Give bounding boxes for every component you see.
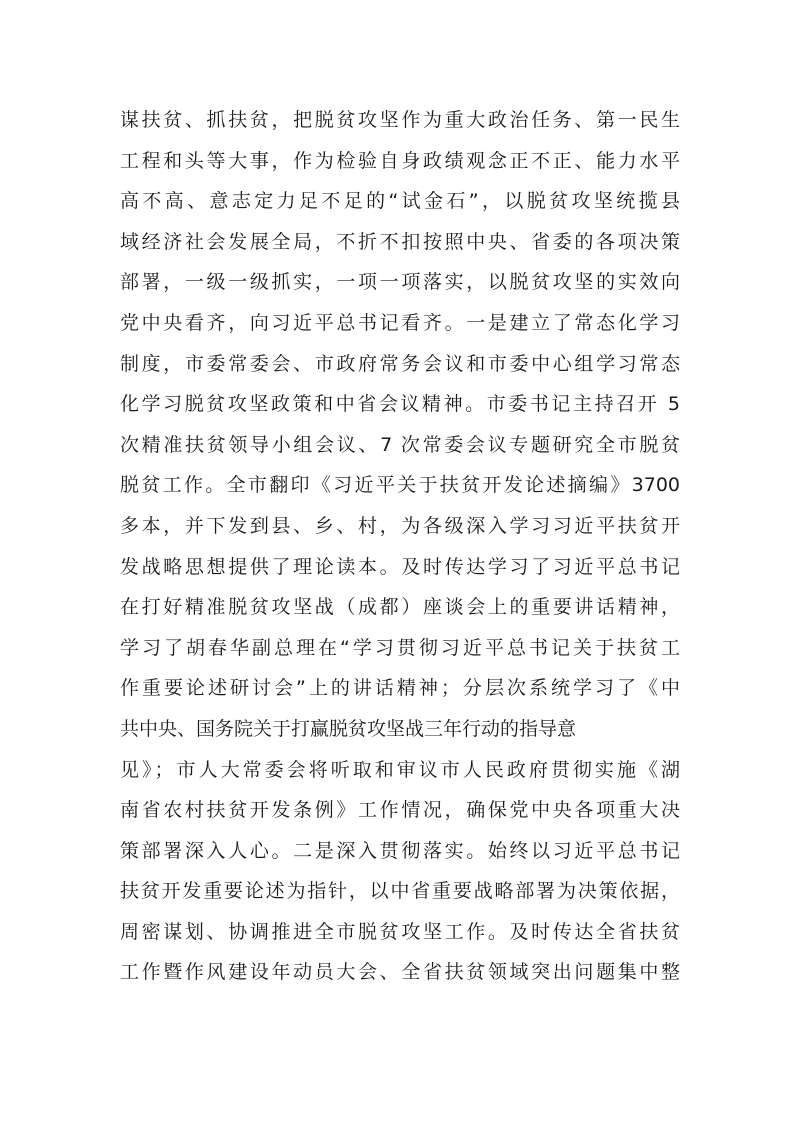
text-line: 谋扶贫、抓扶贫，把脱贫攻坚作为重大政治任务、第一民生	[120, 109, 680, 131]
text-line: 南省农村扶贫开发条例》工作情况，确保党中央各项重大决	[120, 799, 680, 822]
text-line: 域经济社会发展全局，不折不扣按照中央、省委的各项决策	[120, 230, 680, 253]
text-line: 发战略思想提供了理论读本。及时传达学习了习近平总书记	[120, 555, 680, 578]
text-line: 周密谋划、协调推进全市脱贫攻坚工作。及时传达全省扶贫	[120, 920, 680, 943]
text-line: 工程和头等大事，作为检验自身政绩观念正不正、能力水平	[120, 149, 680, 172]
body-text	[120, 100, 680, 993]
text-line: 高不高、意志定力足不足的“试金石”，以脱贫攻坚统揽县	[120, 190, 680, 213]
text-line: 工作暨作风建设年动员大会、全省扶贫领域突出问题集中整	[120, 961, 680, 984]
text-line: 学习了胡春华副总理在“学习贯彻习近平总书记关于扶贫工	[120, 636, 680, 659]
text-line: 见》；市人大常委会将听取和审议市人民政府贯彻实施《湖	[120, 758, 680, 781]
text-line: 策部署深入人心。二是深入贯彻落实。始终以习近平总书记	[120, 839, 680, 862]
text-line: 作重要论述研讨会”上的讲话精神；分层次系统学习了《中	[120, 677, 680, 700]
text-line: 次精准扶贫领导小组会议、7 次常委会议专题研究全市脱贫	[120, 433, 680, 456]
text-line: 制度，市委常委会、市政府常务会议和市委中心组学习常态	[120, 352, 680, 375]
text-line: 多本，并下发到县、乡、村，为各级深入学习习近平扶贫开	[120, 514, 680, 537]
text-line: 共中央、国务院关于打赢脱贫攻坚战三年行动的指导意	[120, 717, 577, 740]
text-line: 党中央看齐，向习近平总书记看齐。一是建立了常态化学习	[120, 311, 680, 334]
text-line: 化学习脱贫攻坚政策和中省会议精神。市委书记主持召开 5	[120, 393, 680, 416]
text-line: 脱贫工作。全市翻印《习近平关于扶贫开发论述摘编》3700	[120, 474, 680, 497]
text-line: 在打好精准脱贫攻坚战（成都）座谈会上的重要讲话精神，	[120, 596, 680, 619]
text-line: 扶贫开发重要论述为指针，以中省重要战略部署为决策依据，	[120, 880, 680, 903]
text-line: 部署，一级一级抓实，一项一项落实，以脱贫攻坚的实效向	[120, 271, 680, 294]
